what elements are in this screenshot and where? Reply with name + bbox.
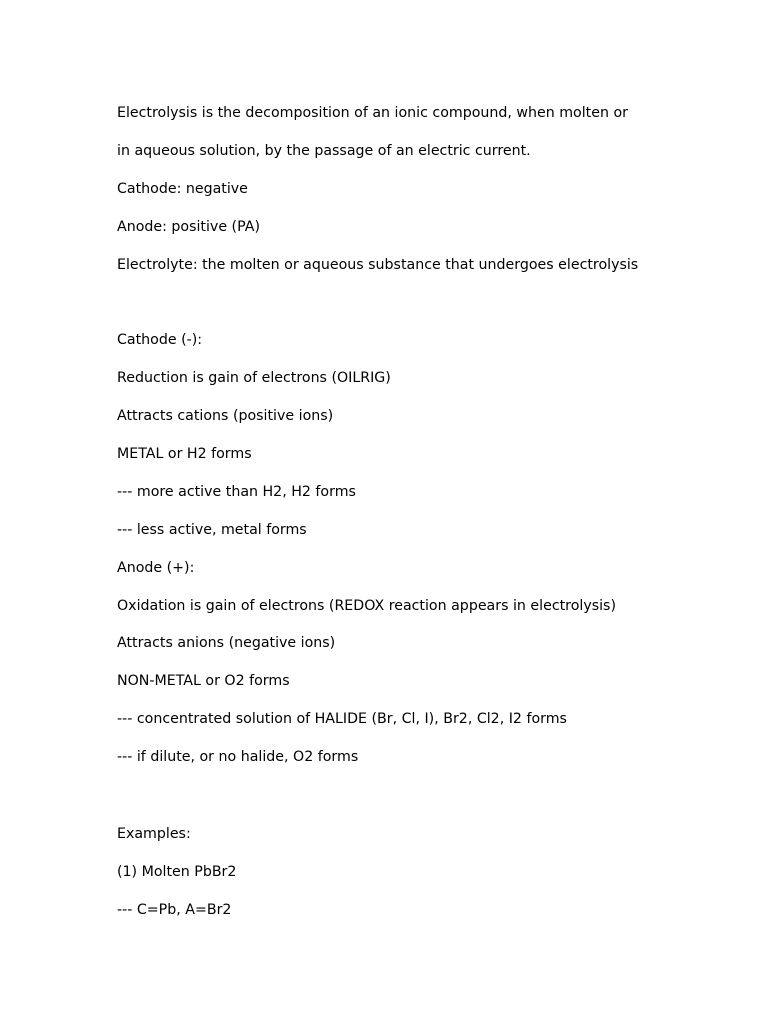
text-line: Cathode: negative (117, 181, 248, 197)
text-line: --- less active, metal forms (117, 522, 307, 538)
text-line: --- concentrated solution of HALIDE (Br, Cl, I), Br2, Cl2, I2 forms (117, 711, 567, 727)
text-line: --- more active than H2, H2 forms (117, 484, 356, 500)
text-line: Anode: positive (PA) (117, 219, 260, 235)
text-line: Electrolyte: the molten or aqueous substance that undergoes electrolysis (117, 257, 639, 273)
text-line: METAL or H2 forms (117, 446, 252, 462)
text-line: Electrolysis is the decomposition of an ionic compound, when molten or (117, 105, 628, 121)
text-line: Attracts anions (negative ions) (117, 635, 336, 651)
text-line: Reduction is gain of electrons (OILRIG) (117, 370, 391, 386)
text-line: (1) Molten PbBr2 (117, 864, 237, 880)
section-heading: Anode (+): (117, 560, 195, 576)
text-line: in aqueous solution, by the passage of an electric current. (117, 143, 531, 159)
section-heading: Cathode (-): (117, 332, 203, 348)
text-line: Attracts cations (positive ions) (117, 408, 334, 424)
section-heading: Examples: (117, 826, 191, 842)
text-line: --- if dilute, or no halide, O2 forms (117, 749, 359, 765)
text-line: Oxidation is gain of electrons (REDOX reaction appears in electrolysis) (117, 598, 616, 614)
text-line: NON-METAL or O2 forms (117, 673, 290, 689)
text-line: --- C=Pb, A=Br2 (117, 902, 232, 918)
